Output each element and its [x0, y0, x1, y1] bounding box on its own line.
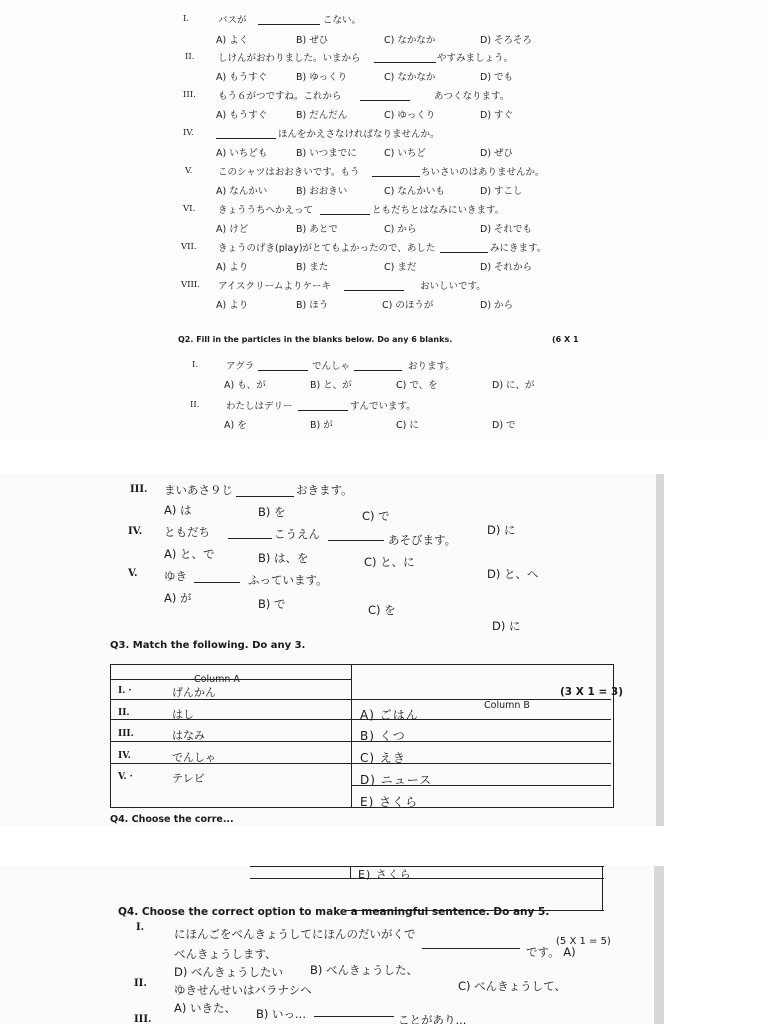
scan-edge-shadow	[654, 866, 664, 1024]
item-number: V.	[128, 568, 138, 579]
question-text-mid: でんしゃ	[312, 361, 351, 372]
column-b-option: D) ニュース	[360, 773, 433, 787]
option-c: C) に	[396, 420, 419, 431]
option-c: C) なんかいも	[384, 186, 445, 197]
option-b: B) あとで	[296, 224, 338, 235]
option-d: D) で	[492, 420, 516, 431]
option-d: D) と、へ	[487, 567, 539, 581]
question-text: アグラ	[226, 361, 255, 372]
answer-blank	[314, 1016, 394, 1017]
item-number: III.	[130, 484, 148, 495]
question-text-after: あそびます。	[388, 533, 457, 547]
item-number: II.	[185, 52, 195, 62]
answer-blank	[216, 138, 276, 139]
answer-blank	[258, 370, 308, 371]
question-text-after: ことがあり...	[398, 1013, 467, 1024]
option-a: A) が	[164, 591, 192, 605]
column-a-word: テレビ	[172, 772, 205, 785]
column-b-option: E) さくら	[358, 868, 412, 881]
option-b: B) と、が	[310, 380, 352, 391]
q2-marks: (6 X 1	[552, 335, 579, 344]
row-number: III.	[118, 729, 134, 739]
question-text: わたしはデリー	[226, 401, 293, 412]
answer-blank	[372, 176, 420, 177]
q2-title: Q2. Fill in the particles in the blanks below. Do any 6 blanks.	[178, 335, 453, 344]
question-text: ゆき	[164, 569, 187, 583]
option-c: C) まだ	[384, 262, 417, 273]
table-bottom-line	[250, 866, 604, 867]
question-text-after: ちいさいのはありませんか。	[421, 167, 545, 178]
question-text-after: おります。	[408, 361, 455, 372]
answer-blank	[374, 62, 436, 63]
question-text-after: おきます。	[296, 483, 353, 497]
question-text: きょうのげき(play)がとてもよかったので、あした	[218, 243, 436, 254]
item-number: III.	[183, 90, 196, 100]
scan-page-3	[0, 866, 664, 1024]
option-c: C) べんきょうして、	[458, 979, 566, 993]
option-d: D) それから	[480, 262, 533, 273]
option-a: A) より	[216, 300, 249, 311]
option-b: B) ゆっくり	[296, 72, 348, 83]
option-b: B) また	[296, 262, 329, 273]
item-number: II.	[190, 400, 200, 410]
option-d: D) べんきょうしたい	[174, 965, 283, 979]
answer-blank	[236, 496, 294, 497]
answer-blank	[344, 290, 404, 291]
question-text: このシャツはおおきいです。もう	[218, 167, 360, 178]
answer-blank	[440, 252, 488, 253]
table-edge	[602, 866, 603, 910]
item-number: I.	[192, 360, 199, 370]
option-c: C) なかなか	[384, 35, 436, 46]
answer-blank	[328, 540, 384, 541]
question-text: もう６がつですね。これから	[218, 91, 342, 102]
option-b: B) おおきい	[296, 186, 348, 197]
option-c: C) と、に	[364, 555, 415, 569]
column-b-header: Column B	[484, 700, 530, 711]
item-number: I.	[183, 14, 190, 24]
answer-blank	[320, 214, 370, 215]
option-d: D) すこし	[480, 186, 523, 197]
q4-title-cut: Q4. Choose the corre...	[110, 814, 234, 825]
item-number: VIII.	[181, 280, 200, 290]
question-text-after: ほんをかえさなければなりませんか。	[278, 129, 440, 140]
column-a-header: Column A	[194, 674, 240, 685]
q4-marks: (5 X 1 = 5)	[556, 936, 611, 947]
option-a: べんきょうします、	[174, 947, 277, 961]
option-a: A) より	[216, 262, 249, 273]
option-a: A) なんかい	[216, 186, 268, 197]
column-b-option: A) ごはん	[360, 708, 419, 722]
option-b: B) ほう	[296, 300, 329, 311]
question-text-mid: こうえん	[274, 527, 320, 541]
column-b-option: B) くつ	[360, 729, 406, 743]
option-c: C) から	[384, 224, 417, 235]
question-text-after: こない。	[323, 15, 362, 26]
question-text-after: です。 A)	[526, 945, 576, 959]
item-number: III.	[134, 1014, 152, 1024]
item-number: I.	[136, 922, 145, 933]
option-a: A) も、が	[224, 380, 266, 391]
option-d: D) すぐ	[480, 110, 514, 121]
column-b-option: E) さくら	[360, 795, 419, 809]
column-a-word: はし	[172, 708, 194, 721]
option-b: B) は、を	[258, 551, 309, 565]
option-d: D) に	[487, 523, 516, 537]
option-b: B) ぜひ	[296, 35, 329, 46]
option-c: C) で、を	[396, 380, 438, 391]
q3-marks: (3 X 1 = 3)	[560, 686, 624, 698]
question-text: バスが	[218, 15, 247, 26]
scan-page-1	[0, 0, 768, 440]
item-number: VII.	[181, 242, 197, 252]
question-text-after: ふっています。	[248, 573, 328, 587]
table-row-line	[250, 878, 604, 879]
item-number: V.	[185, 166, 193, 176]
option-a: A) もうすぐ	[216, 110, 268, 121]
question-text: にほんごをべんきょうしてにほんのだいがくで	[174, 927, 416, 941]
question-text: きょううちへかえって	[218, 205, 314, 216]
option-b: B) いつまでに	[296, 148, 357, 159]
question-text-after: すんでいます。	[350, 401, 416, 412]
question-text: ともだち	[164, 525, 210, 539]
question-text-after: ともだちとはなみにいきます。	[372, 205, 505, 216]
option-a: A) を	[224, 420, 247, 431]
option-a: A) いちども	[216, 148, 268, 159]
answer-blank	[360, 100, 410, 101]
scan-page-2	[0, 474, 664, 826]
answer-blank	[298, 410, 348, 411]
question-text-after: おいしいです。	[420, 281, 486, 292]
question-text-after: みにきます。	[490, 243, 547, 254]
option-d: D) そろそろ	[480, 35, 533, 46]
option-a: A) よく	[216, 35, 249, 46]
answer-blank	[422, 948, 520, 949]
option-b: B) を	[258, 505, 286, 519]
option-d: D) に	[492, 619, 521, 633]
table-column-divider	[350, 866, 351, 878]
option-a: A) いきた、	[174, 1001, 237, 1015]
option-c: C) なかなか	[384, 72, 436, 83]
column-a-word: げんかん	[172, 686, 216, 699]
answer-blank	[194, 582, 240, 583]
option-a: A) は	[164, 503, 192, 517]
option-b: B) だんだん	[296, 110, 348, 121]
column-b-option: C) えき	[360, 751, 406, 765]
option-a: A) と、で	[164, 547, 215, 561]
item-number: IV.	[128, 526, 143, 537]
row-number: II.	[118, 708, 130, 718]
option-c: C) ゆっくり	[384, 110, 436, 121]
option-d: D) でも	[480, 72, 514, 83]
question-text: まいあさ９じ	[164, 483, 233, 497]
q4-title: Q4. Choose the correct option to make a meaningful sentence. Do any 5.	[118, 906, 550, 918]
option-d: D) から	[480, 300, 514, 311]
option-b: B) べんきょうした、	[310, 963, 419, 977]
option-d: D) それでも	[480, 224, 533, 235]
option-c: C) を	[368, 603, 396, 617]
item-number: II.	[134, 978, 147, 989]
item-number: VI.	[183, 204, 196, 214]
option-d: D) ぜひ	[480, 148, 514, 159]
column-a-word: でんしゃ	[172, 751, 216, 764]
column-a-word: はなみ	[172, 729, 205, 742]
question-text: しけんがおわりました。いまから	[218, 53, 361, 64]
item-number: IV.	[183, 128, 194, 138]
option-c: C) のほうが	[382, 300, 434, 311]
question-text-after: やすみましょう。	[437, 53, 514, 64]
question-text-after: あつくなります。	[434, 91, 510, 102]
option-d: D) に、が	[492, 380, 535, 391]
option-a: A) けど	[216, 224, 249, 235]
answer-blank	[258, 24, 320, 25]
question-text: ゆきせんせいはバラナシへ	[174, 983, 312, 997]
q3-title: Q3. Match the following. Do any 3.	[110, 640, 306, 651]
row-number: I. ·	[118, 686, 132, 696]
option-b: B) いっ...	[256, 1007, 306, 1021]
option-c: C) で	[362, 509, 390, 523]
option-b: B) が	[310, 420, 333, 431]
row-number: IV.	[118, 751, 131, 761]
row-number: V. ·	[118, 772, 133, 782]
question-text: アイスクリームよりケーキ	[218, 281, 332, 292]
answer-blank	[354, 370, 402, 371]
option-c: C) いちど	[384, 148, 426, 159]
answer-blank	[228, 538, 272, 539]
option-a: A) もうすぐ	[216, 72, 268, 83]
option-b: B) で	[258, 597, 286, 611]
scan-edge-shadow	[656, 474, 664, 826]
